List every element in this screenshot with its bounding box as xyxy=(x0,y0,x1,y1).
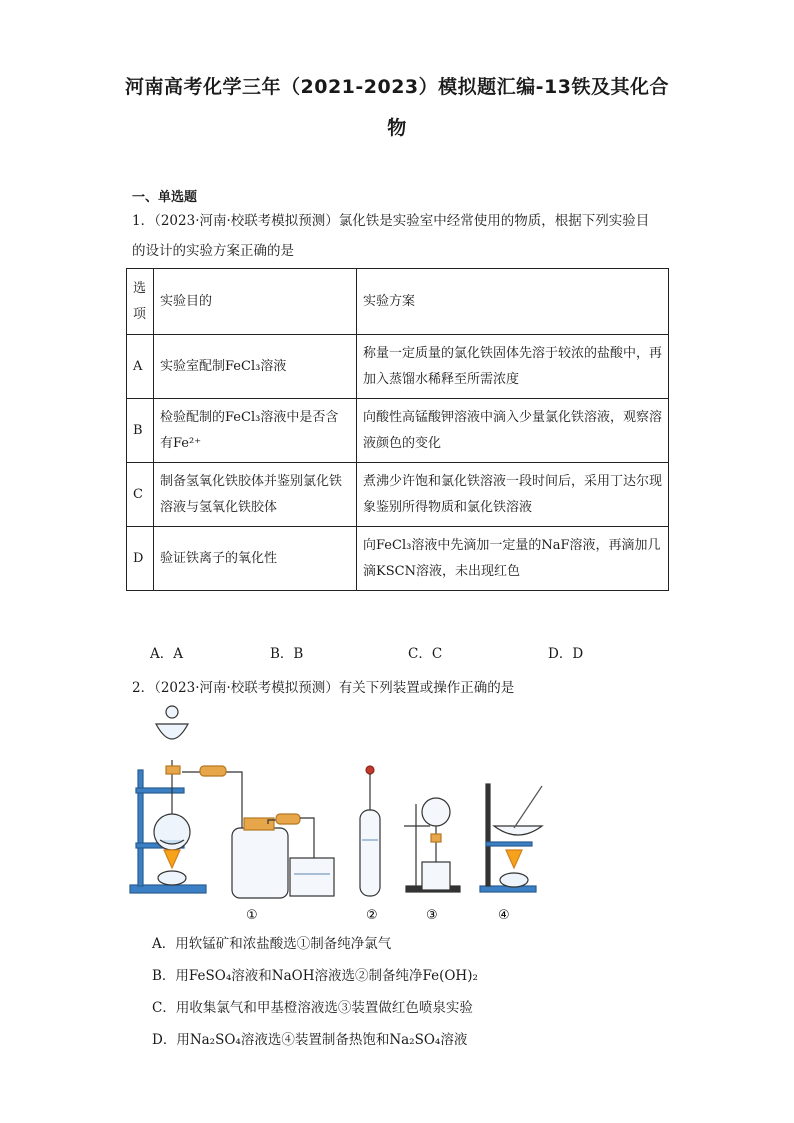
table-header-row xyxy=(127,269,669,335)
header-purpose: 实验目的 xyxy=(154,269,357,335)
header-option-line2: 项 xyxy=(133,306,147,322)
table-row xyxy=(127,463,669,527)
row-purpose: 制备氢氧化铁胶体并鉴别氯化铁溶液与氢氧化铁胶体 xyxy=(154,463,357,527)
row-plan: 煮沸少许饱和氯化铁溶液一段时间后，采用丁达尔现象鉴别所得物质和氯化铁溶液 xyxy=(357,463,669,527)
row-plan: 向酸性高锰酸钾溶液中滴入少量氯化铁溶液，观察溶液颜色的变化 xyxy=(357,399,669,463)
gas-bottle xyxy=(232,814,334,898)
option-b: B．用FeSO₄溶液和NaOH溶液选②制备纯净Fe(OH)₂ xyxy=(152,968,478,984)
row-plan: 向FeCl₃溶液中先滴加一定量的NaF溶液，再滴加几滴KSCN溶液，未出现红色 xyxy=(357,527,669,591)
question-1-stem-line2: 的设计的实验方案正确的是 xyxy=(132,243,294,259)
option-a: A．用软锰矿和浓盐酸选①制备纯净氯气 xyxy=(152,936,392,952)
label-3: ③ xyxy=(426,908,438,923)
option-d: D．用Na₂SO₄溶液选④装置制备热饱和Na₂SO₄溶液 xyxy=(152,1032,468,1048)
label-1: ① xyxy=(246,908,258,923)
apparatus-illustration xyxy=(126,700,546,926)
choice-a: A．A xyxy=(150,646,183,662)
label-2: ② xyxy=(366,908,378,923)
table-row xyxy=(127,335,669,399)
option-c: C．用收集氯气和甲基橙溶液选③装置做红色喷泉实验 xyxy=(152,1000,473,1016)
apparatus-4 xyxy=(480,784,542,892)
question-2-stem: 2．（2023·河南·校联考模拟预测）有关下列装置或操作正确的是 xyxy=(132,680,515,696)
row-purpose: 实验室配制FeCl₃溶液 xyxy=(154,335,357,399)
apparatus-3 xyxy=(404,798,460,892)
row-option: B xyxy=(127,399,154,463)
table-row xyxy=(127,399,669,463)
document-title-continued: 物 xyxy=(387,117,407,139)
question-1-table xyxy=(126,268,669,591)
row-purpose: 验证铁离子的氧化性 xyxy=(154,527,357,591)
header-plan: 实验方案 xyxy=(357,269,669,335)
question-1-stem xyxy=(132,206,672,266)
choice-c: C．C xyxy=(408,646,443,662)
row-option: D xyxy=(127,527,154,591)
apparatus-2 xyxy=(360,766,380,896)
header-option-line1: 选 xyxy=(133,280,147,296)
document-title: 河南高考化学三年（2021-2023）模拟题汇编-13铁及其化合 xyxy=(125,76,669,98)
label-4: ④ xyxy=(498,908,510,923)
question-1-stem-line1: 1．（2023·河南·校联考模拟预测）氯化铁是实验室中经常使用的物质，根据下列实验目 xyxy=(132,213,650,229)
row-option: A xyxy=(127,335,154,399)
apparatus-1 xyxy=(130,706,242,893)
choice-d: D．D xyxy=(548,646,584,662)
table-row xyxy=(127,527,669,591)
section-heading: 一、单选题 xyxy=(132,190,198,205)
header-option xyxy=(127,269,154,335)
row-plan: 称量一定质量的氯化铁固体先溶于较浓的盐酸中，再加入蒸馏水稀释至所需浓度 xyxy=(357,335,669,399)
row-purpose: 检验配制的FeCl₃溶液中是否含有Fe²⁺ xyxy=(154,399,357,463)
choice-b: B．B xyxy=(270,646,304,662)
row-option: C xyxy=(127,463,154,527)
